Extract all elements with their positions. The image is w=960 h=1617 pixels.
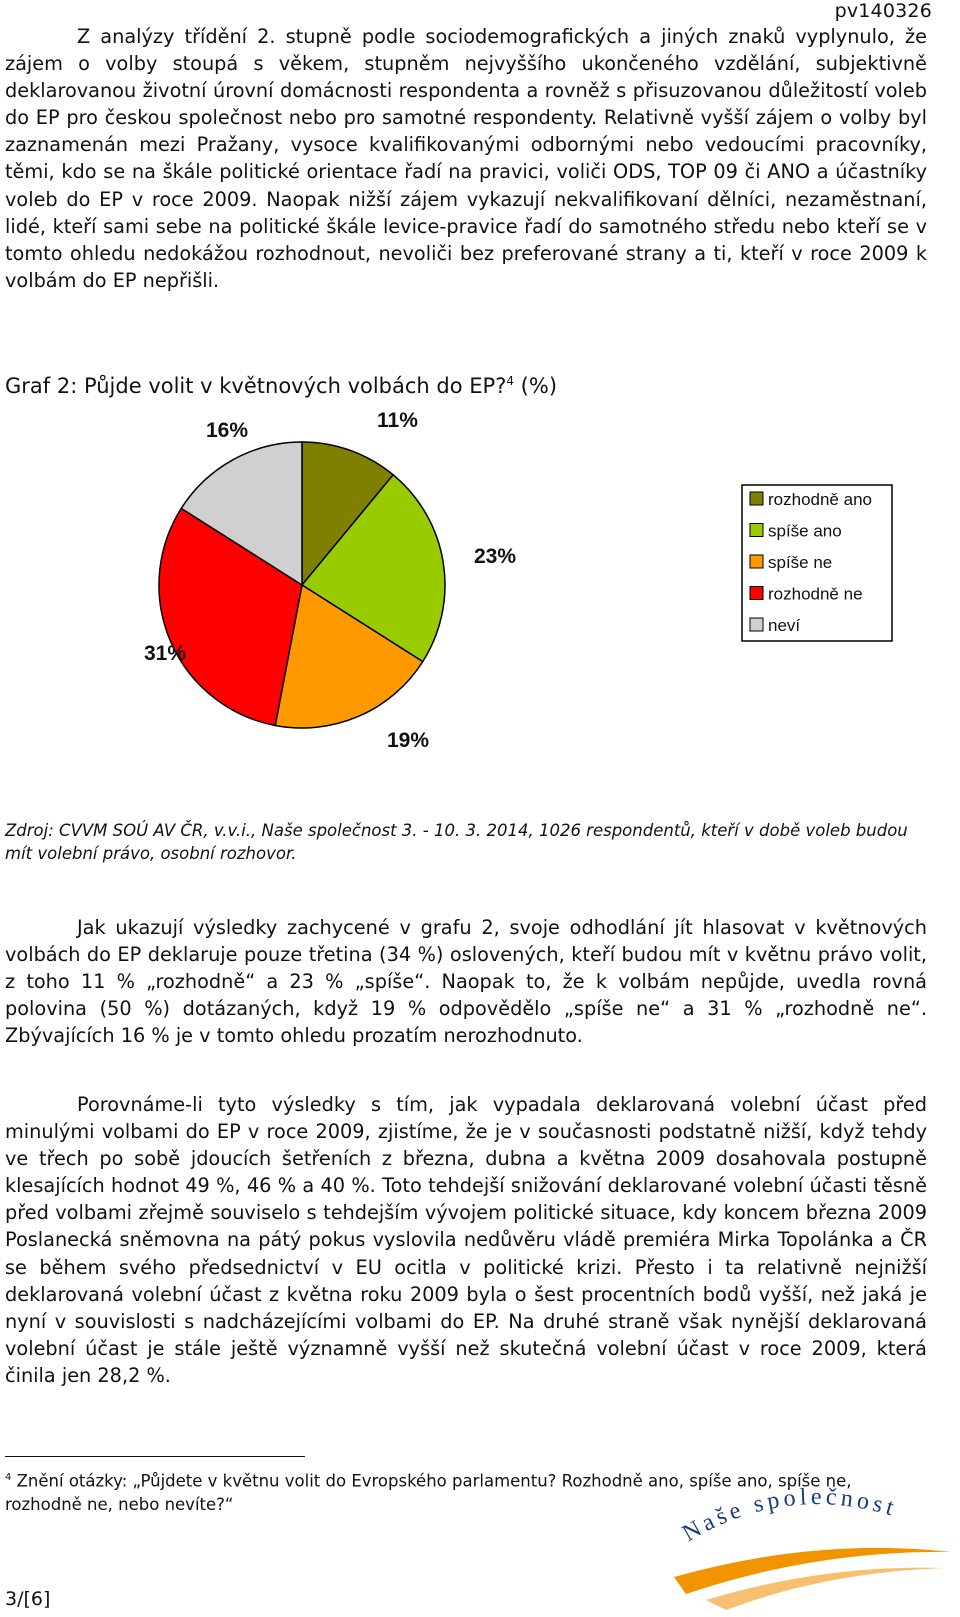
legend-swatch-1: [750, 492, 763, 505]
legend-label-3: spíše ne: [768, 553, 833, 572]
footnote-reference: 4: [506, 374, 514, 388]
pie-value-label-3: 19%: [387, 729, 430, 752]
legend-swatch-5: [750, 618, 763, 631]
source-note: Zdroj: CVVM SOÚ AV ČR, v.v.i., Naše společnost 3. - 10. 3. 2014, 1026 respondentů, kteří v době voleb budou mít volební právo, osobní rozhovor.: [5, 821, 908, 863]
paragraph-analysis: Z analýzy třídění 2. stupně podle sociodemografických a jiných znaků vyplynulo, že zájem o volby stoupá s věkem, stupněm nejvyššího ukončeného vzdělání, subjektivně deklarovanou životní úrovní domácnosti respondenta a rovněž s přisuzovanou důležitostí voleb do EP pro českou společnost nebo pro samotné respondenty. Relativně vyšší zájem o volby byl zaznamenán mezi Pražany, vysoce kvalifikovanými odbornými nebo vedoucími pracovníky, těmi, kdo se na škále politické orientace řadí na pravici, voliči ODS, TOP 09 či ANO a účastníky voleb do EP v roce 2009. Naopak nižší zájem vykazují nekvalifikovaní dělníci, nezaměstnaní, lidé, kteří sami sebe na politické škále levice-pravice řadí do samotného středu nebo kteří se v tomto ohledu nedokážou rozhodnout, nevoliči bez preferované strany a ti, kteří v roce 2009 k volbám do EP nepřišli.: [5, 25, 927, 292]
legend-label-2: spíše ano: [768, 521, 842, 541]
paragraph-comparison: Porovnáme-li tyto výsledky s tím, jak vypadala deklarovaná volební účast před minulými volbami do EP v roce 2009, zjistíme, že je v současnosti podstatně nižší, když tehdy ve třech po sobě jdoucích šetřeních z března, dubna a května 2009 dosahovala postupně klesajících hodnot 49 %, 46 % a 40 %. Toto tehdejší snižování deklarované volební účasti těsně před volbami zřejmě souviselo s tehdejším vývojem politické situace, kdy koncem března 2009 Poslanecká sněmovna na pátý pokus vyslovila nedůvěru vládě premiéra Mirka Topolánka a ČR se během svého předsednictví v EU ocitla v politické krizi. Přesto i ta relativně nejnižší deklarovaná volební účast z května roku 2009 byla o šest procentních bodů vyšší, než jaká je nyní v souvislosti s nadcházejícími volbami do EP. Na druhé straně však nynější deklarovaná volební účast je stále ještě významně vyšší než skutečná volební účast v roce 2009, která činila jen 28,2 %.: [5, 1093, 927, 1387]
pie-value-label-2: 23%: [474, 545, 517, 568]
legend-swatch-2: [750, 524, 763, 537]
legend-swatch-3: [750, 555, 763, 568]
pie-chart: [100, 400, 920, 770]
legend-swatch-4: [750, 587, 763, 600]
chart-legend: [742, 485, 892, 641]
pie-value-label-4: 31%: [144, 642, 187, 665]
nase-spolecnost-logo: [666, 1482, 956, 1617]
legend-label-1: rozhodně ano: [768, 490, 872, 509]
footnote-text: Znění otázky: „Půjdete v květnu volit do Evropského parlamentu? Rozhodně ano, spíše ano, spíše ne, rozhodně ne, nebo nevíte?“: [5, 1471, 852, 1514]
page-number: 3/[6]: [5, 1588, 51, 1610]
footnote-mark: 4: [5, 1472, 12, 1483]
svg-text:Naše společnost: [678, 1484, 900, 1547]
pie-value-label-1: 11%: [377, 409, 418, 432]
logo-swoosh: [674, 1548, 951, 1594]
legend-label-4: rozhodně ne: [768, 584, 863, 604]
paragraph-results: Jak ukazují výsledky zachycené v grafu 2, svoje odhodlání jít hlasovat v květnových volbách do EP deklaruje pouze třetina (34 %) oslovených, kteří budou mít v květnu právo volit, z toho 11 % „rozhodně“ a 23 % „spíše“. Naopak to, že k volbám nepůjde, uvedla rovná polovina (50 %) dotázaných, když 19 % odpovědělo „spíše ne“ a 31 % „rozhodně ne“. Zbývajících 16 % je v tomto ohledu prozatím nerozhodnuto.: [5, 916, 927, 1048]
pie-value-label-5: 16%: [206, 419, 249, 442]
graph-title-text: Graf 2: Půjde volit v květnových volbách do EP?: [5, 374, 507, 398]
legend-label-5: neví: [768, 616, 801, 635]
graph-title-unit: (%): [520, 374, 558, 398]
logo-text: Naše společnost: [678, 1484, 901, 1547]
pie-slices: [159, 442, 445, 728]
graph-title: [5, 374, 557, 398]
document-id: pv140326: [834, 0, 932, 22]
footnote-divider: [5, 1456, 305, 1457]
